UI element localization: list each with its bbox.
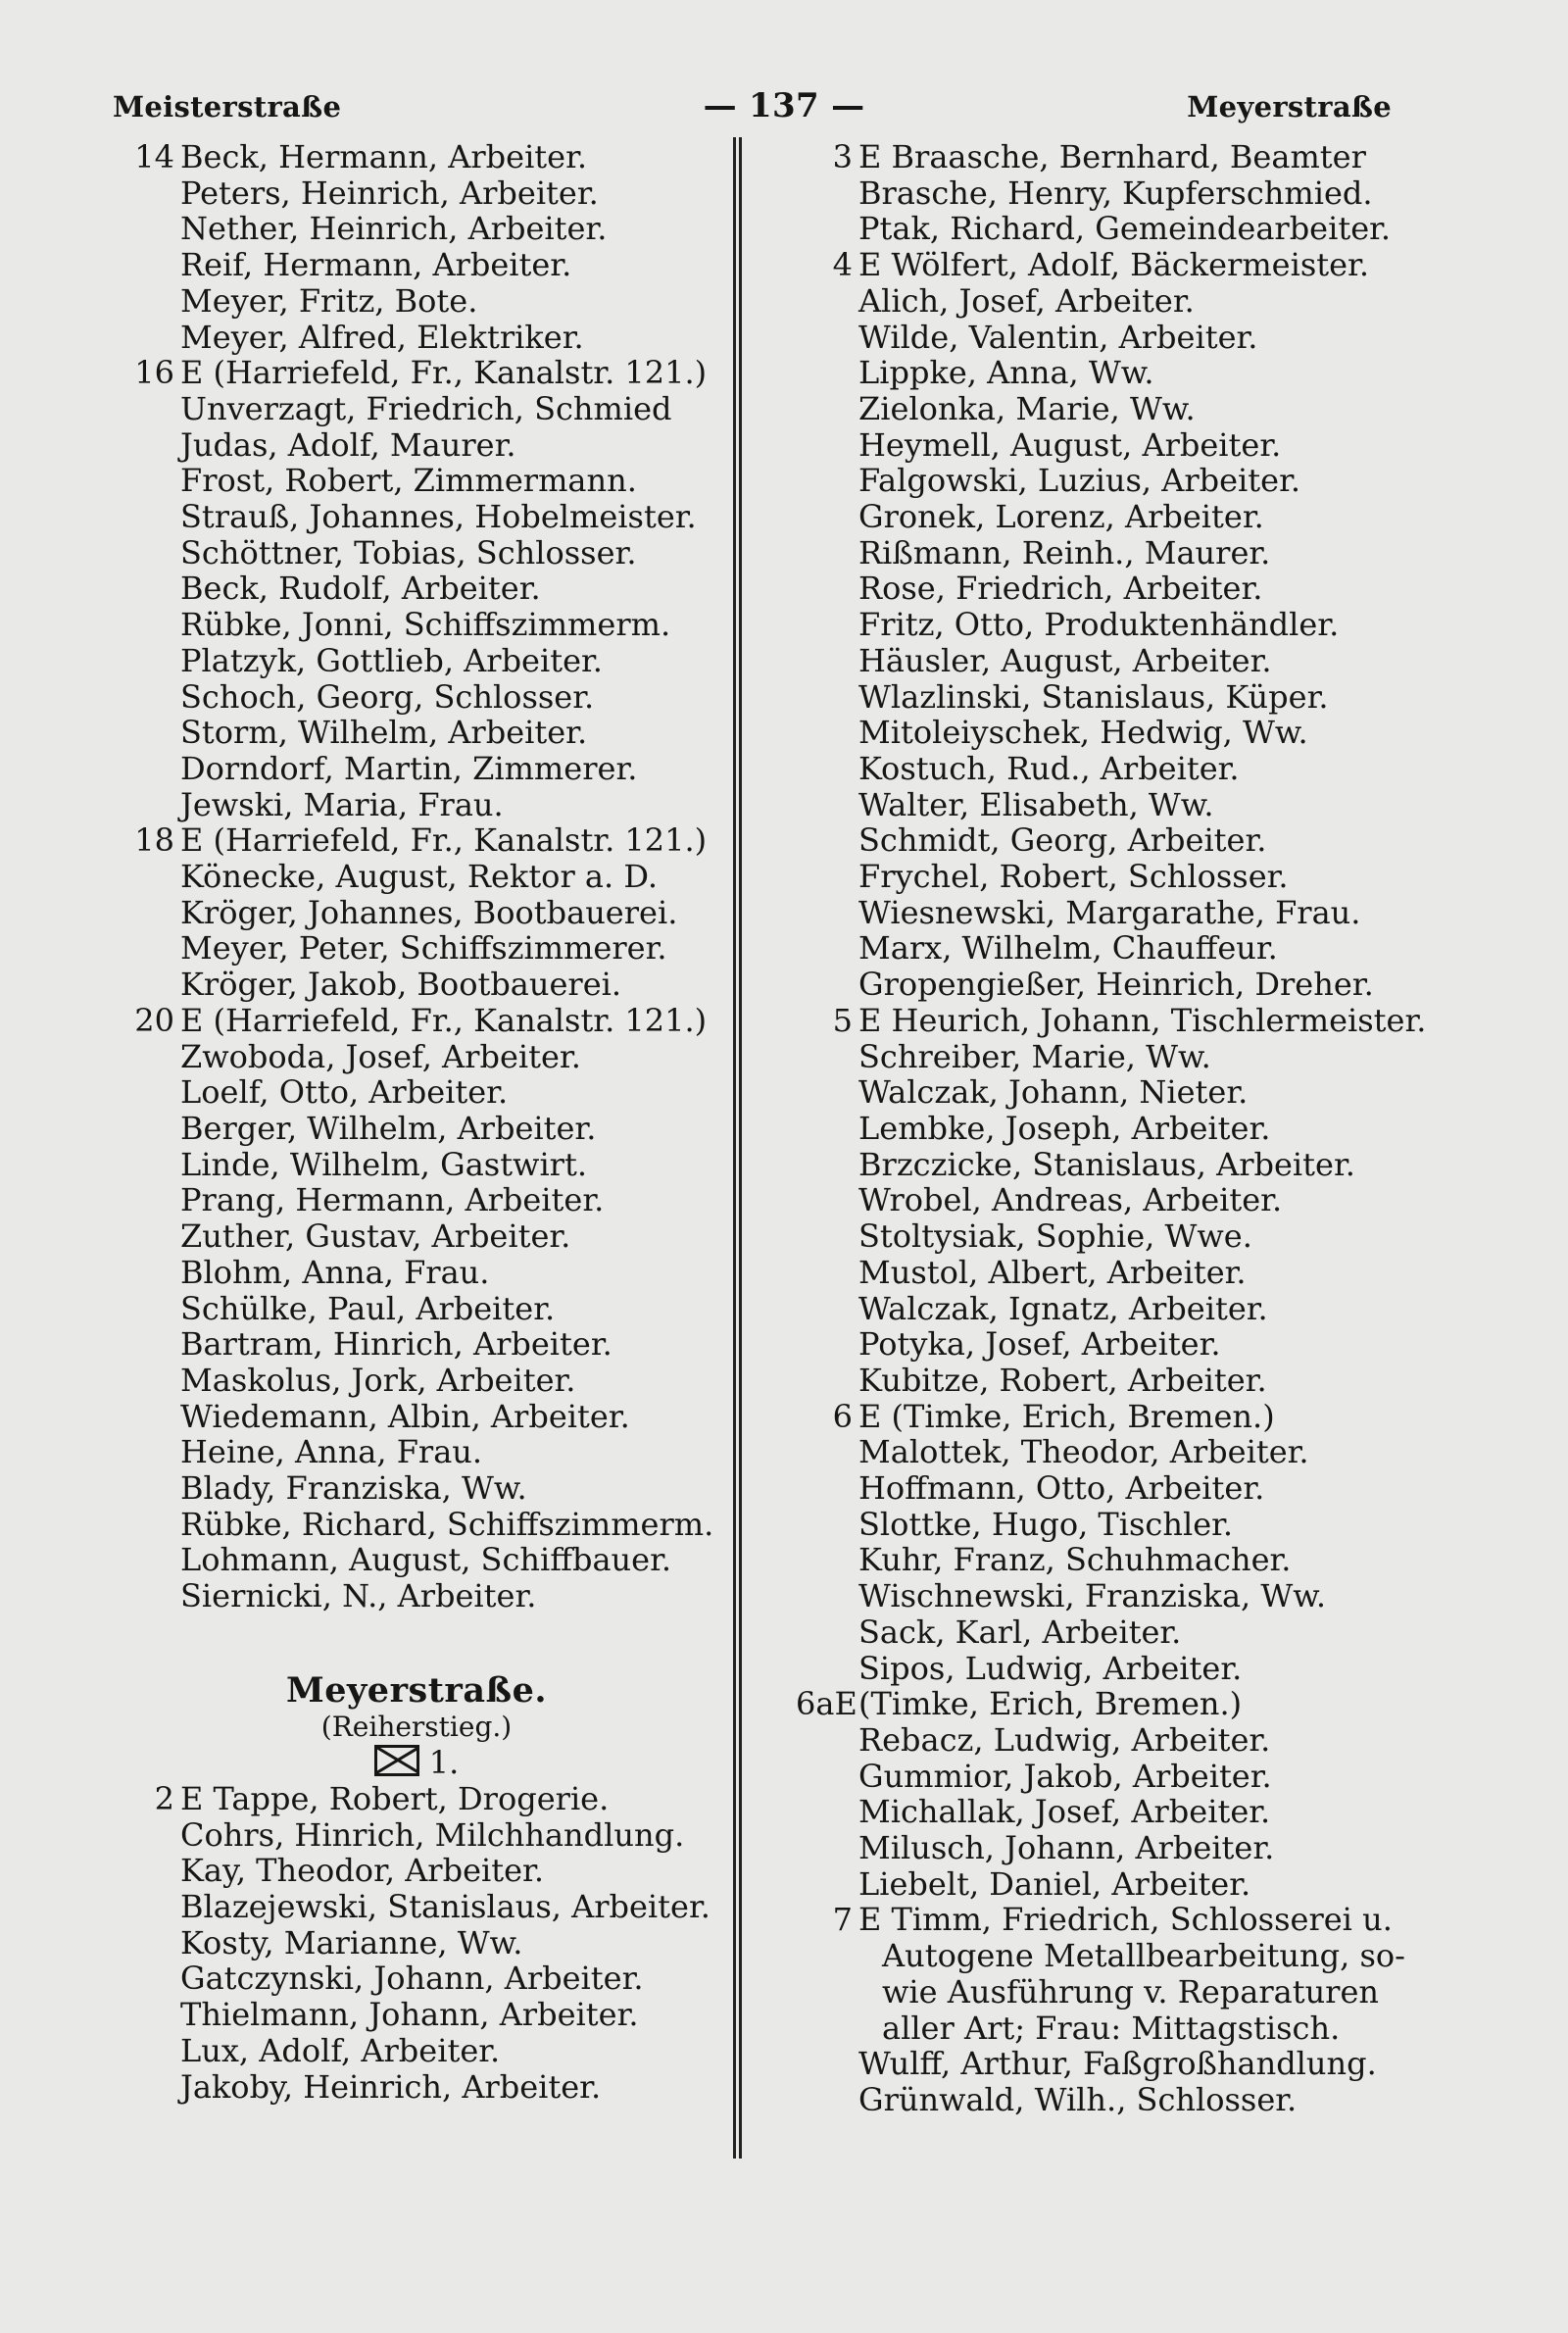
directory-entry: [118, 1997, 715, 2033]
entry-text: Platzyk, Gottlieb, Arbeiter.: [180, 641, 603, 679]
directory-entry: [796, 1039, 1423, 1075]
entry-text: Kröger, Jakob, Bootbauerei.: [180, 966, 622, 1004]
directory-entry: [796, 1182, 1423, 1218]
directory-entry: [118, 1039, 715, 1075]
directory-entry: [796, 967, 1423, 1003]
entry-text: Liebelt, Daniel, Arbeiter.: [858, 1864, 1251, 1903]
entry-text: Loelf, Otto, Arbeiter.: [180, 1073, 509, 1112]
directory-entry: [796, 1722, 1423, 1759]
directory-entry: [118, 967, 715, 1003]
directory-entry: [796, 247, 1423, 283]
entry-text: Reif, Hermann, Arbeiter.: [180, 246, 572, 284]
house-number: 18: [134, 821, 174, 860]
directory-entry: [118, 822, 715, 859]
entry-text: Stoltysiak, Sophie, Wwe.: [858, 1217, 1252, 1256]
entry-text: Zwoboda, Josef, Arbeiter.: [180, 1037, 581, 1075]
street-subheading: (Reiherstieg.): [320, 1710, 513, 1743]
entry-text: Prang, Hermann, Arbeiter.: [180, 1181, 605, 1219]
entry-text: E Heurich, Johann, Tischlermeister.: [858, 1001, 1427, 1039]
directory-entry: [118, 1326, 715, 1363]
entry-text: Rebacz, Ludwig, Arbeiter.: [858, 1720, 1271, 1759]
directory-entry: [796, 1218, 1423, 1255]
directory-entry: [796, 1974, 1423, 2010]
entry-text: Meyer, Alfred, Elektriker.: [180, 318, 584, 356]
entry-text: E (Harriefeld, Fr., Kanalstr. 121.): [180, 354, 708, 392]
entry-text: Schmidt, Georg, Arbeiter.: [858, 821, 1267, 860]
entry-text: Häusler, August, Arbeiter.: [858, 641, 1272, 679]
directory-entry: [118, 499, 715, 535]
directory-entry: [118, 607, 715, 643]
directory-entry: [118, 1817, 715, 1854]
entry-text: Brzczicke, Stanislaus, Arbeiter.: [858, 1145, 1355, 1183]
entry-text: Walczak, Johann, Nieter.: [858, 1073, 1249, 1112]
entry-text: Grünwald, Wilh., Schlosser.: [858, 2080, 1298, 2118]
entry-text: Kosty, Marianne, Ww.: [180, 1923, 523, 1961]
entry-text: Brasche, Henry, Kupferschmied.: [858, 174, 1373, 212]
directory-entry: [796, 1542, 1423, 1578]
page-number: — 137 —: [703, 86, 865, 125]
entry-text: Wlazlinski, Stanislaus, Küper.: [858, 677, 1329, 716]
directory-entry: [796, 1147, 1423, 1183]
entry-text: E (Timke, Erich, Bremen.): [858, 1397, 1275, 1435]
directory-entry: [796, 715, 1423, 751]
directory-entry: [118, 1781, 715, 1817]
directory-entry: [118, 1889, 715, 1925]
entry-text: Strauß, Johannes, Hobelmeister.: [180, 498, 697, 536]
entry-text: Meyer, Peter, Schiffszimmerer.: [180, 929, 667, 968]
house-number: 4: [832, 246, 853, 284]
directory-entry: [118, 1507, 715, 1543]
house-number: 2: [154, 1779, 174, 1817]
directory-entry: [796, 1470, 1423, 1507]
directory-entry: [118, 1961, 715, 1997]
entry-text: Lux, Adolf, Arbeiter.: [180, 2031, 501, 2069]
directory-entry: [796, 1111, 1423, 1147]
header-right-street: Meyerstraße: [1187, 90, 1392, 124]
directory-entry: [118, 535, 715, 571]
directory-entry: [796, 1363, 1423, 1399]
directory-entry: [796, 822, 1423, 859]
entry-text: E Timm, Friedrich, Schlosserei u.: [858, 1901, 1393, 1939]
house-number: 7: [832, 1901, 853, 1939]
entry-text: Walter, Elisabeth, Ww.: [858, 785, 1214, 823]
directory-entry: [118, 1399, 715, 1435]
house-number: 14: [134, 138, 174, 175]
house-number: 5: [832, 1001, 853, 1039]
directory-entry: [118, 139, 715, 175]
directory-entry: [118, 859, 715, 895]
directory-entry: [796, 1399, 1423, 1435]
entry-text: Unverzagt, Friedrich, Schmied: [180, 389, 672, 427]
directory-entry: [796, 1074, 1423, 1111]
entry-text: E (Harriefeld, Fr., Kanalstr. 121.): [180, 821, 708, 860]
directory-entry: [118, 355, 715, 391]
entry-text: Rißmann, Reinh., Maurer.: [858, 533, 1271, 571]
envelope-icon: [374, 1745, 419, 1776]
directory-entry: [118, 787, 715, 823]
entry-text: Mustol, Albert, Arbeiter.: [858, 1253, 1247, 1291]
directory-entry: [796, 787, 1423, 823]
house-number: 6: [832, 1397, 853, 1435]
directory-entry: [118, 427, 715, 464]
entry-text: Ptak, Richard, Gemeindearbeiter.: [858, 210, 1392, 248]
directory-entry: [118, 1542, 715, 1578]
directory-entry: [796, 2082, 1423, 2118]
left-entries: [118, 139, 715, 1614]
house-number: 16: [134, 354, 174, 392]
house-number: 20: [134, 1001, 174, 1039]
directory-entry: [796, 211, 1423, 247]
entry-text: Rübke, Richard, Schiffszimmerm.: [180, 1505, 714, 1543]
entry-text: Heine, Anna, Frau.: [180, 1433, 483, 1471]
entry-text: Peters, Heinrich, Arbeiter.: [180, 174, 599, 212]
entry-text: Lippke, Anna, Ww.: [858, 354, 1154, 392]
entry-text: Wulff, Arthur, Faßgroßhandlung.: [858, 2045, 1377, 2083]
header-left-street: Meisterstraße: [113, 90, 342, 124]
directory-entry: [796, 1830, 1423, 1866]
entry-text: E Wölfert, Adolf, Bäckermeister.: [858, 246, 1369, 284]
directory-entry: [796, 1866, 1423, 1903]
entry-text: Rübke, Jonni, Schiffszimmerm.: [180, 606, 671, 644]
directory-entry: [796, 679, 1423, 716]
directory-entry: [118, 463, 715, 499]
entry-text: Berger, Wilhelm, Arbeiter.: [180, 1109, 597, 1147]
entry-text: Blohm, Anna, Frau.: [180, 1253, 490, 1291]
entry-text: Bartram, Hinrich, Arbeiter.: [180, 1325, 612, 1364]
entry-text: Fritz, Otto, Produktenhändler.: [858, 606, 1340, 644]
directory-entry: [796, 751, 1423, 787]
entry-text: Thielmann, Johann, Arbeiter.: [180, 1996, 639, 2034]
entry-text: Maskolus, Jork, Arbeiter.: [180, 1361, 576, 1399]
left-entries-meyerstrasse: [118, 1781, 715, 2105]
entry-text: Sack, Karl, Arbeiter.: [858, 1613, 1182, 1651]
directory-entry: [796, 463, 1423, 499]
directory-entry: [796, 355, 1423, 391]
directory-entry: [796, 1902, 1423, 1938]
entry-text: Judas, Adolf, Maurer.: [180, 425, 516, 464]
directory-entry: [796, 1291, 1423, 1327]
directory-entry: [796, 895, 1423, 931]
directory-entry: [796, 283, 1423, 320]
entry-text: Wilde, Valentin, Arbeiter.: [858, 318, 1258, 356]
directory-entry: [118, 1111, 715, 1147]
directory-entry: [118, 391, 715, 427]
directory-entry: [796, 1651, 1423, 1687]
entry-text: Sipos, Ludwig, Arbeiter.: [858, 1649, 1243, 1687]
entry-text: Autogene Metallbearbeitung, so-: [882, 1937, 1405, 1975]
entry-text: Gummior, Jakob, Arbeiter.: [858, 1757, 1272, 1795]
right-entries: [796, 138, 1427, 2118]
directory-entry: [796, 930, 1423, 967]
directory-entry: [796, 139, 1423, 175]
entry-text: Siernicki, N., Arbeiter.: [180, 1577, 537, 1615]
entry-text: Kröger, Johannes, Bootbauerei.: [180, 893, 678, 931]
entry-text: Kay, Theodor, Arbeiter.: [180, 1852, 544, 1890]
directory-entry: [796, 1794, 1423, 1830]
entry-text: Lembke, Joseph, Arbeiter.: [858, 1109, 1271, 1147]
directory-entry: [796, 643, 1423, 679]
entry-text: Jakoby, Heinrich, Arbeiter.: [180, 2067, 602, 2106]
directory-entry: [796, 1938, 1423, 1974]
entry-text: Beck, Rudolf, Arbeiter.: [180, 570, 541, 608]
directory-entry: [118, 211, 715, 247]
entry-text: Hoffmann, Otto, Arbeiter.: [858, 1469, 1265, 1508]
entry-text: E Tappe, Robert, Drogerie.: [180, 1779, 610, 1817]
postal-district-number: 1.: [428, 1744, 460, 1782]
directory-entry: [118, 643, 715, 679]
directory-entry: [118, 1578, 715, 1614]
directory-entry: [118, 895, 715, 931]
entry-text: Slottke, Hugo, Tischler.: [858, 1505, 1234, 1543]
entry-text: E (Harriefeld, Fr., Kanalstr. 121.): [180, 1001, 708, 1039]
entry-text: Meyer, Fritz, Bote.: [180, 281, 478, 320]
entry-text: Schreiber, Marie, Ww.: [858, 1037, 1211, 1075]
entry-text: Beck, Hermann, Arbeiter.: [180, 138, 588, 175]
entry-text: Blazejewski, Stanislaus, Arbeiter.: [180, 1888, 710, 1926]
directory-entry: [118, 571, 715, 607]
directory-entry: [796, 607, 1423, 643]
directory-entry: [796, 1326, 1423, 1363]
house-number: 6aE: [796, 1685, 858, 1723]
directory-entry: [118, 751, 715, 787]
entry-text: Wiedemann, Albin, Arbeiter.: [180, 1397, 630, 1435]
directory-entry: [118, 1074, 715, 1111]
entry-text: Milusch, Johann, Arbeiter.: [858, 1829, 1275, 1867]
directory-entry: [118, 1147, 715, 1183]
entry-text: Schoch, Georg, Schlosser.: [180, 677, 595, 716]
entry-text: Wischnewski, Franziska, Ww.: [858, 1577, 1327, 1615]
entry-text: Potyka, Josef, Arbeiter.: [858, 1325, 1221, 1364]
directory-entry: [118, 1291, 715, 1327]
entry-text: Dorndorf, Martin, Zimmerer.: [180, 749, 638, 787]
entry-text: Malottek, Theodor, Arbeiter.: [858, 1433, 1309, 1471]
directory-entry: [796, 859, 1423, 895]
directory-entry: [118, 715, 715, 751]
house-number: 3: [832, 138, 853, 175]
directory-entry: [118, 1434, 715, 1470]
directory-entry: [796, 320, 1423, 356]
directory-entry: [118, 1470, 715, 1507]
entry-text: Jewski, Maria, Frau.: [180, 785, 504, 823]
entry-text: Wrobel, Andreas, Arbeiter.: [858, 1181, 1283, 1219]
left-column: [118, 139, 715, 2105]
entry-text: Kostuch, Rud., Arbeiter.: [858, 749, 1240, 787]
entry-text: Alich, Josef, Arbeiter.: [858, 281, 1195, 320]
entry-text: Heymell, August, Arbeiter.: [858, 425, 1282, 464]
directory-entry: [118, 1925, 715, 1961]
directory-entry: [118, 1255, 715, 1291]
entry-text: Könecke, August, Rektor a. D.: [180, 858, 659, 896]
directory-entry: [118, 1218, 715, 1255]
directory-entry: [796, 1255, 1423, 1291]
entry-text: Gronek, Lorenz, Arbeiter.: [858, 498, 1264, 536]
entry-text: Schülke, Paul, Arbeiter.: [180, 1289, 556, 1327]
entry-text: Gatczynski, Johann, Arbeiter.: [180, 1960, 644, 1998]
directory-entry: [118, 1182, 715, 1218]
entry-text: Frychel, Robert, Schlosser.: [858, 858, 1289, 896]
street-heading: Meyerstraße.: [285, 1669, 548, 1711]
entry-text: Kubitze, Robert, Arbeiter.: [858, 1361, 1267, 1399]
directory-entry: [118, 1853, 715, 1889]
directory-entry: [796, 1507, 1423, 1543]
entry-text: Mitoleiyschek, Hedwig, Ww.: [858, 714, 1308, 752]
directory-entry: [796, 1686, 1423, 1722]
directory-entry: [796, 499, 1423, 535]
entry-text: Storm, Wilhelm, Arbeiter.: [180, 714, 588, 752]
entry-text: Lohmann, August, Schiffbauer.: [180, 1541, 672, 1579]
directory-entry: [118, 930, 715, 967]
directory-entry: [796, 175, 1423, 212]
entry-text: Zielonka, Marie, Ww.: [858, 389, 1196, 427]
entry-text: Marx, Wilhelm, Chauffeur.: [858, 929, 1278, 968]
directory-entry: [118, 2033, 715, 2069]
entry-text: Cohrs, Hinrich, Milchhandlung.: [180, 1815, 685, 1854]
directory-entry: [118, 679, 715, 716]
entry-text: Rose, Friedrich, Arbeiter.: [858, 570, 1263, 608]
entry-text: Schöttner, Tobias, Schlosser.: [180, 533, 637, 571]
entry-text: Michallak, Josef, Arbeiter.: [858, 1793, 1271, 1831]
entry-text: wie Ausführung v. Reparaturen: [882, 1972, 1380, 2010]
entry-text: Linde, Wilhelm, Gastwirt.: [180, 1145, 587, 1183]
entry-text: Wiesnewski, Margarathe, Frau.: [858, 893, 1361, 931]
directory-entry: [796, 1578, 1423, 1614]
entry-text: Gropengießer, Heinrich, Dreher.: [858, 966, 1374, 1004]
directory-entry: [118, 1003, 715, 1039]
entry-text: Blady, Franziska, Ww.: [180, 1469, 527, 1508]
directory-entry: [796, 427, 1423, 464]
entry-text: Walczak, Ignatz, Arbeiter.: [858, 1289, 1268, 1327]
directory-entry: [118, 2069, 715, 2106]
directory-entry: [118, 283, 715, 320]
directory-entry: [796, 571, 1423, 607]
directory-entry: [796, 2010, 1423, 2047]
directory-entry: [796, 535, 1423, 571]
directory-entry: [118, 320, 715, 356]
entry-text: E Braasche, Bernhard, Beamter: [858, 138, 1366, 175]
right-column: [796, 138, 1427, 2118]
entry-text: Zuther, Gustav, Arbeiter.: [180, 1217, 571, 1256]
postal-district: [118, 1745, 715, 1781]
directory-entry: [796, 1614, 1423, 1651]
entry-text: aller Art; Frau: Mittagstisch.: [882, 2009, 1341, 2047]
directory-entry: [796, 1001, 1427, 1039]
column-divider: [733, 137, 742, 2159]
entry-text: Kuhr, Franz, Schuhmacher.: [858, 1541, 1292, 1579]
entry-text: Frost, Robert, Zimmermann.: [180, 462, 637, 500]
directory-entry: [118, 175, 715, 212]
directory-entry: [796, 1434, 1423, 1470]
entry-text: (Timke, Erich, Bremen.): [858, 1685, 1243, 1723]
directory-entry: [118, 247, 715, 283]
directory-entry: [118, 1363, 715, 1399]
directory-entry: [796, 391, 1423, 427]
directory-entry: [796, 2046, 1423, 2082]
entry-text: Nether, Heinrich, Arbeiter.: [180, 210, 608, 248]
directory-entry: [796, 1759, 1423, 1795]
entry-text: Falgowski, Luzius, Arbeiter.: [858, 462, 1301, 500]
